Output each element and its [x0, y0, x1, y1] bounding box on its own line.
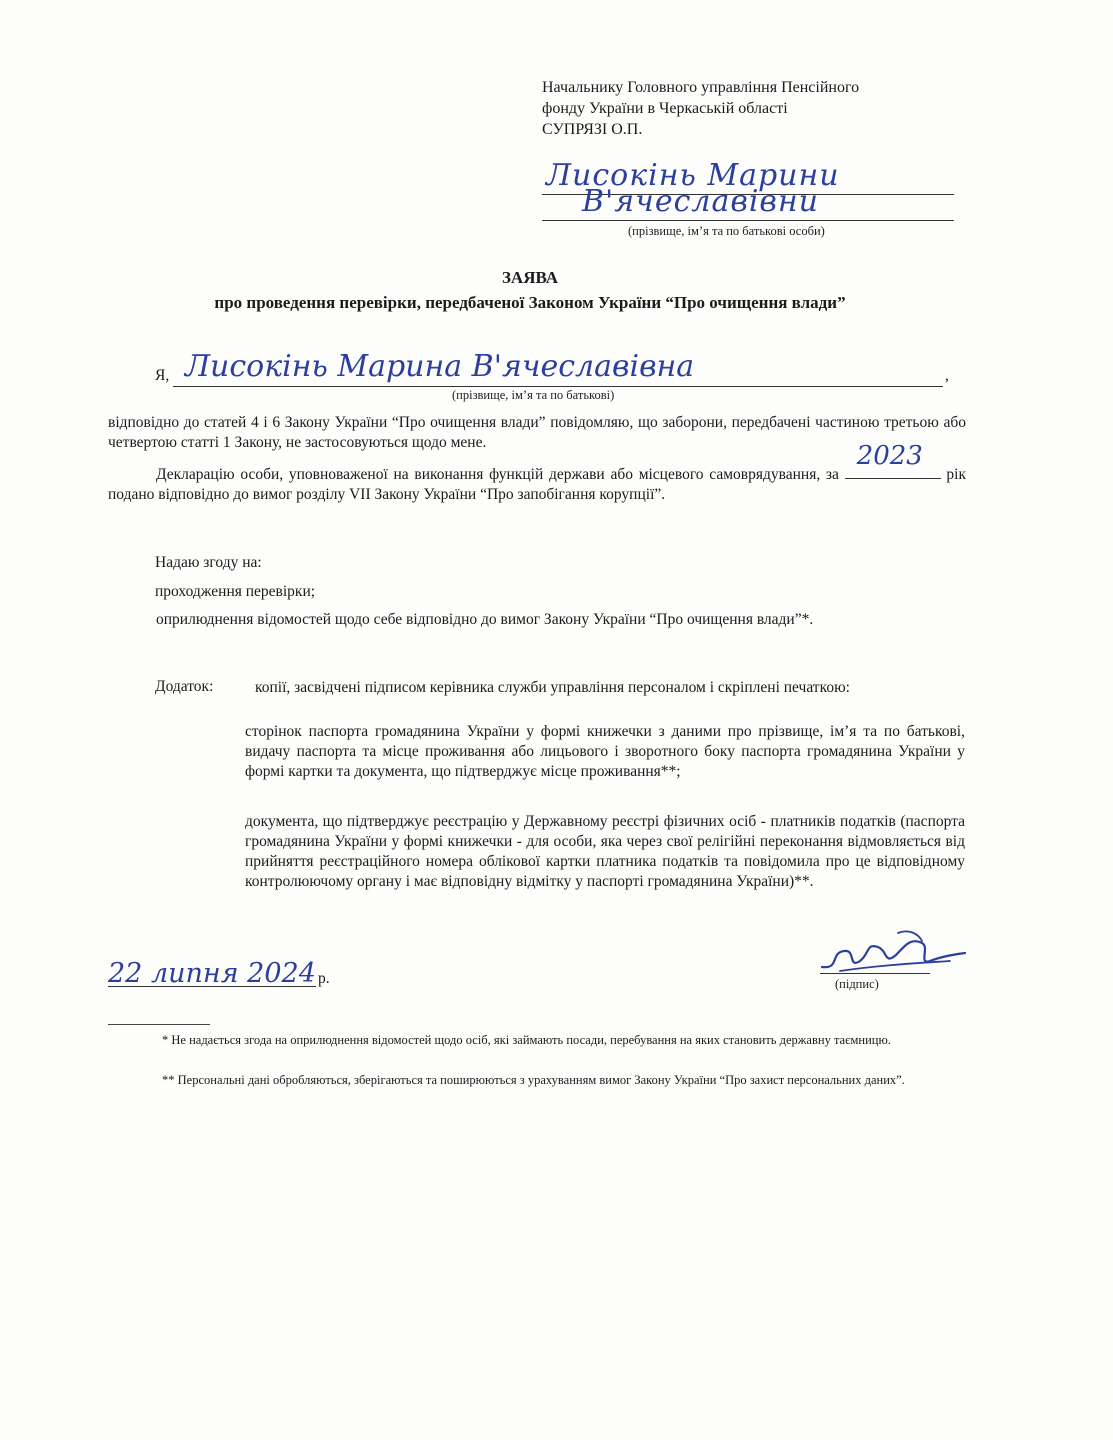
- footnote-1: * Не надається згода на оприлюднення відомостей щодо осіб, які займають посади, перебування на яких становить державну таємницю.: [162, 1033, 891, 1047]
- consent-item-1: проходження перевірки;: [155, 583, 316, 600]
- addressee-line-2: фонду України в Черкаській області: [542, 100, 788, 117]
- name-comma: ,: [945, 367, 949, 384]
- date-line: [108, 958, 338, 992]
- attachment-item-2: документа, що підтверджує реєстрацію у Державному реєстрі фізичних осіб - платників податків (паспорта громадянина України у формі книжечки - для особи, яка через свої релігійні переконання відмовляється від прийняття реєстраційного номера облікової картки платника податків та повідомила про це відповідному контролюючому органу і має відповідну відмітку у паспорті громадянина України)**.: [245, 813, 965, 890]
- consent-item-2: оприлюднення відомостей щодо себе відповідно до вимог Закону України “Про очищення влади”*.: [156, 611, 814, 628]
- consent-intro: Надаю згоду на:: [155, 554, 262, 571]
- ya-label: Я,: [155, 367, 170, 384]
- document-subtitle: про проведення перевірки, передбаченої Законом України “Про очищення влади”: [214, 293, 846, 312]
- declaration-paragraph: [108, 441, 966, 505]
- name-underline: [173, 386, 943, 387]
- attachment-item-1: сторінок паспорта громадянина України у формі книжечки з даними про прізвище, ім’я та по батькові, видачу паспорта та місце проживання або лицьового і зворотного боку паспорта громадянина України у формі картки та документа, що підтверджує місце проживання**;: [245, 723, 965, 780]
- document-title: ЗАЯВА: [501, 268, 559, 287]
- handwritten-patronymic: В'ячеславівни: [582, 184, 819, 219]
- signature-area: [800, 925, 970, 995]
- applicant-name-caption: (прізвище, ім’я та по батькові особи): [628, 224, 825, 238]
- handwritten-full-name: Лисокінь Марина В'ячеславівна: [185, 349, 695, 384]
- handwritten-signature: [800, 925, 970, 985]
- addressee-block: [542, 77, 859, 140]
- addressee-line-1: Начальнику Головного управління Пенсійного: [542, 79, 860, 96]
- statement-name-caption: (прізвище, ім’я та по батькові): [452, 388, 615, 402]
- footnote-2: ** Персональні дані обробляються, зберігаються та поширюються з урахуванням вимог Закону України “Про захист персональних даних”.: [162, 1073, 905, 1087]
- year-fill-field: [845, 441, 941, 479]
- declaration-text-after: рік подано відповідно до вимог розділу VII Закону України “Про запобігання корупції”.: [108, 466, 966, 503]
- attachment-intro: копії, засвідчені підписом керівника служби управління персоналом і скріплені печаткою:: [255, 679, 850, 696]
- date-underline: [108, 986, 316, 987]
- statement-name-line: [155, 349, 955, 385]
- statement-paragraph: відповідно до статей 4 і 6 Закону України “Про очищення влади” повідомляю, що заборони, передбачені частиною третьою або четвертою статті 1 Закону, не застосовуються щодо мене.: [108, 414, 966, 451]
- handwritten-date: 22 липня 2024: [108, 958, 316, 989]
- declaration-text-before: Декларацію особи, уповноваженої на виконання функцій держави або місцевого самоврядування, за: [156, 466, 839, 483]
- signature-caption: (підпис): [835, 977, 879, 991]
- handwritten-year: 2023: [856, 441, 923, 471]
- date-suffix: р.: [318, 970, 330, 987]
- footnote-divider: [108, 1024, 210, 1025]
- addressee-line-3: СУПРЯЗІ О.П.: [542, 121, 643, 138]
- applicant-name-line-2: [542, 184, 954, 221]
- handwritten-surname: Лисокінь Марини: [546, 158, 840, 193]
- signature-underline: [820, 973, 930, 974]
- attachment-label: Додаток:: [155, 678, 214, 695]
